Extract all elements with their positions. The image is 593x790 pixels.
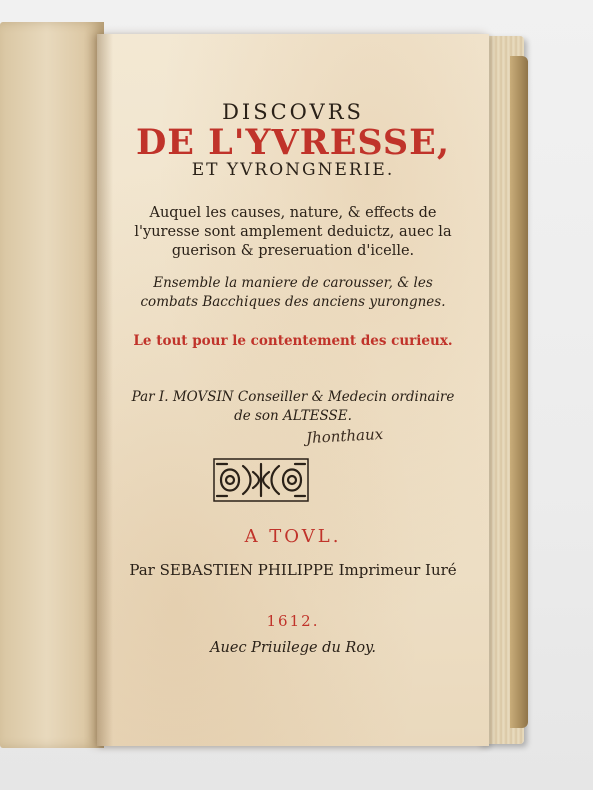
printers-ornament-icon — [213, 458, 309, 502]
publication-year: 1612. — [266, 612, 320, 630]
place-of-printing: A TOVL. — [244, 526, 342, 547]
title-line-2: DE L'YVRESSE, — [135, 122, 451, 163]
ensemble-text: Ensemble la maniere de carousser, & les combats Bacchiques des anciens yurongnes. — [140, 275, 446, 310]
left-book-cover — [0, 22, 104, 748]
handwritten-signature: Jhonthaux — [305, 424, 384, 448]
title-line-1: DISCOVRS — [222, 100, 364, 124]
title-line-3: ET YVRONGNERIE. — [191, 160, 395, 180]
title-page — [97, 34, 489, 746]
tout-pour-text: Le tout pour le contentement des curieux. — [133, 333, 453, 349]
printer-line: Par SEBASTIEN PHILIPPE Imprimeur Iuré — [129, 561, 457, 579]
gutter-shadow — [97, 34, 113, 746]
book-spine-edge — [510, 56, 528, 728]
description-text: Auquel les causes, nature, & effects de l'yuresse sont amplement deduictz, auec la guerison & preseruation d'icelle. — [134, 205, 452, 259]
author-line: Par I. MOVSIN Conseiller & Medecin ordinaire de son ALTESSE. — [131, 389, 455, 424]
privilege-line: Auec Priuilege du Roy. — [210, 640, 376, 656]
